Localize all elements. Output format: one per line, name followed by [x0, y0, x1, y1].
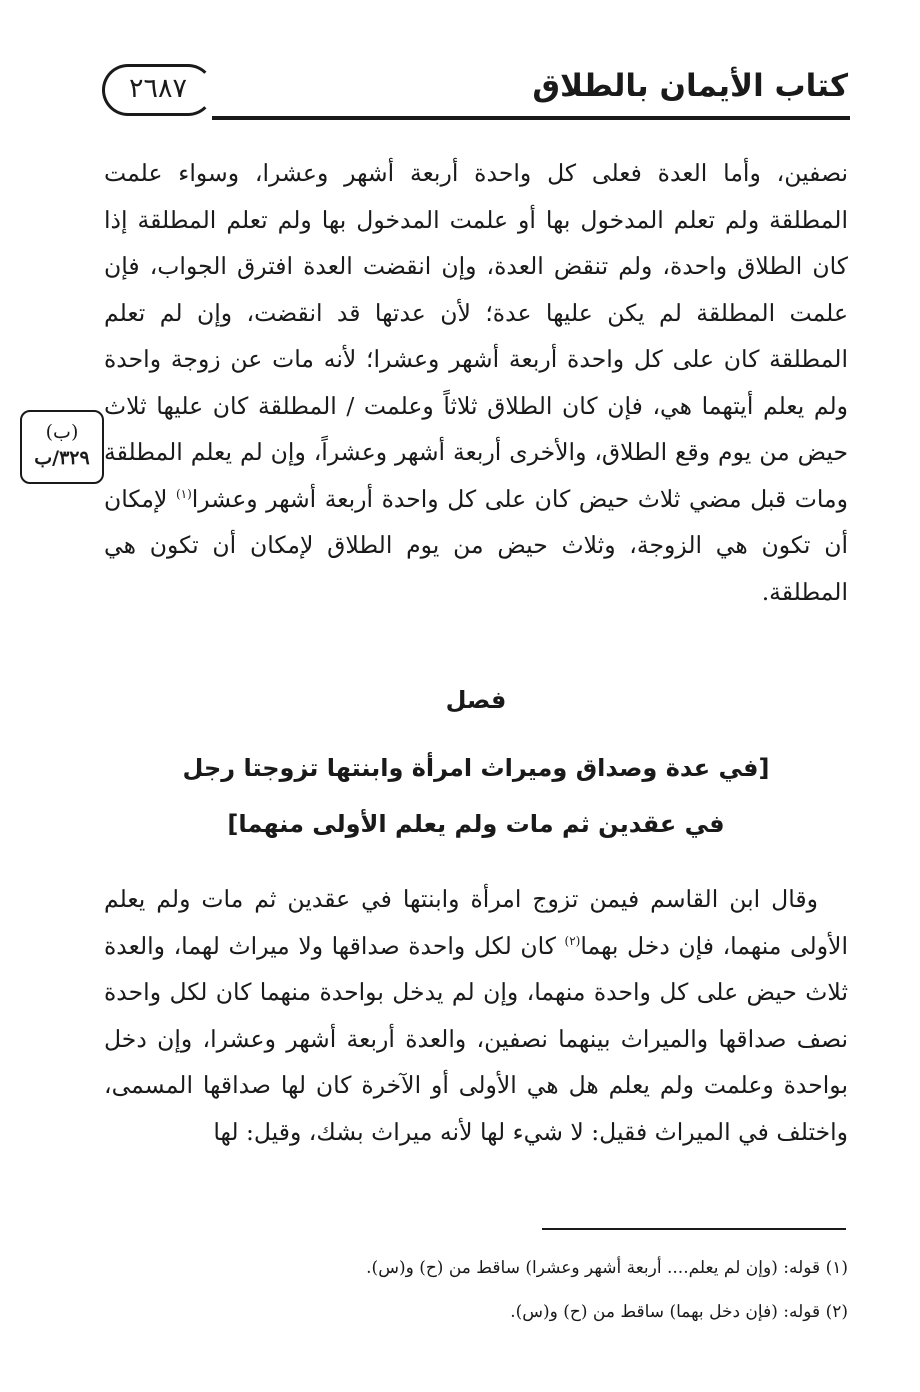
page-number: ٢٦٨٧: [102, 64, 214, 116]
paragraph-2: [104, 876, 848, 1155]
footnote-separator: [542, 1228, 846, 1230]
footnote-ref-2: (٢): [564, 933, 581, 948]
section-label: فصل: [445, 686, 507, 714]
folio-note-line-1: (ب): [45, 421, 79, 443]
footnotes: [104, 1246, 848, 1334]
section-title: [104, 740, 848, 852]
paragraph-2-text-b: كان لكل واحدة صداقها ولا ميراث لهما، والعدة ثلاث حيض على كل واحدة منهما، وإن لم يدخل بواحدة منهما كان لكل واحدة نصف صداقها والميراث بينهما نصفين، والعدة أربعة أشهر وعشرا، وإن دخل بواحدة وعلمت ولم يعلم هل هي الأولى أو الآخرة كان لها صداقها المسمى، واختلف في الميراث فقيل: لا شيء لها لأنه ميراث بشك، وقيل: لها: [104, 931, 848, 1146]
book-title: كتاب الأيمان بالطلاق: [532, 68, 848, 104]
paragraph-1: [104, 150, 848, 615]
section-title-line-1: [في عدة وصداق وميراث امرأة وابنتها تزوجتا رجل: [182, 754, 770, 782]
footnote-2: (٢) قوله: (فإن دخل بهما) ساقط من (ح) و(س).: [510, 1302, 848, 1322]
paragraph-1-text-a: نصفين، وأما العدة فعلى كل واحدة أربعة أشهر وعشرا، وسواء علمت المطلقة ولم تعلم المدخول بها أو علمت المدخول بها ولم تعلم المطلقة إذا كان الطلاق واحدة، ولم تنقض العدة، وإن انقضت العدة افترق الجواب، فإن علمت المطلقة لم يكن عليها عدة؛ لأن عدتها قد انقضت، وإن لم تعلم المطلقة كان على كل واحدة أربعة أشهر وعشرا؛ لأنه مات عن زوجة واحدة ولم يعلم أيتهما هي، فإن كان الطلاق ثلاثاً وعلمت / المطلقة كان عليها ثلاث حيض من يوم وقع الطلاق، والأخرى أربعة أشهر وعشراً، وإن لم يعلم المطلقة ومات قبل مضي ثلاث حيض كان على كل واحدة أربعة أشهر وعشرا: [104, 159, 848, 513]
footnote-ref-1: (١): [175, 486, 192, 501]
footnote-1: (١) قوله: (وإن لم يعلم.... أربعة أشهر وعشرا) ساقط من (ح) و(س).: [366, 1258, 848, 1278]
paragraph-2-text-a: وقال ابن القاسم فيمن تزوج امرأة وابنتها في عقدين ثم مات ولم يعلم الأولى منهما، فإن دخل بهما: [104, 885, 848, 960]
manuscript-folio-note: [20, 410, 104, 484]
page-header: [102, 58, 850, 124]
header-rule: [212, 116, 850, 120]
section-title-line-2: في عقدين ثم مات ولم يعلم الأولى منهما]: [227, 810, 725, 838]
folio-note-line-2: ٣٢٩/ب: [34, 447, 90, 469]
paragraph-1-text-b: لإمكان أن تكون هي الزوجة، وثلاث حيض من يوم الطلاق لإمكان أن تكون هي المطلقة.: [104, 484, 848, 606]
